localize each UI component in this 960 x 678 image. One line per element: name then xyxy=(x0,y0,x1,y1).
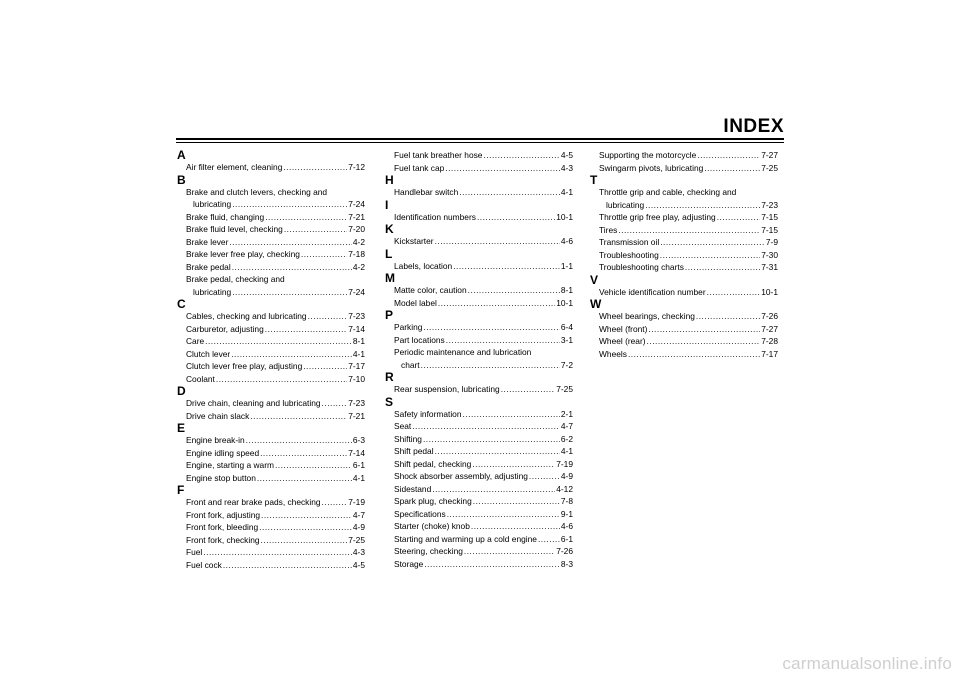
index-entry-page: 7-19 xyxy=(556,458,573,469)
index-entry[interactable] xyxy=(385,420,573,433)
index-letter-heading: E xyxy=(177,421,186,435)
dot-leader xyxy=(501,383,556,396)
index-entry-text: Clutch lever free play, adjusting xyxy=(186,361,303,371)
index-entry-text: Fuel xyxy=(186,547,203,557)
index-entry-page: 1-1 xyxy=(560,260,573,271)
index-letter-heading: B xyxy=(177,172,186,187)
index-entry[interactable] xyxy=(385,162,573,175)
dot-leader xyxy=(438,297,555,310)
page-title: INDEX xyxy=(723,116,784,137)
dot-leader xyxy=(322,397,348,410)
index-entry-page: 8-1 xyxy=(560,285,573,295)
index-entry[interactable] xyxy=(590,211,778,224)
index-letter-heading: H xyxy=(385,173,394,187)
index-entry[interactable] xyxy=(177,472,365,485)
index-entry-text: Labels, location xyxy=(394,260,453,271)
dot-leader xyxy=(284,223,347,236)
index-entry-page: 2-1 xyxy=(560,408,573,419)
dot-leader xyxy=(628,348,760,361)
index-entry-page: 10-1 xyxy=(761,286,778,297)
index-entry-page: 7-23 xyxy=(348,311,365,321)
index-entry-page: 10-1 xyxy=(556,211,573,222)
dot-leader xyxy=(447,508,560,521)
index-entry[interactable] xyxy=(385,186,573,199)
dot-leader xyxy=(463,408,560,421)
index-entry-text: chart xyxy=(401,359,420,370)
index-entry-text: Engine stop button xyxy=(186,472,256,483)
index-entry-page: 6-3 xyxy=(352,435,365,445)
index-entry[interactable] xyxy=(177,521,365,534)
dot-leader xyxy=(261,509,352,522)
index-entry-page: 7-26 xyxy=(556,546,573,556)
index-entry-text: Safety information xyxy=(394,408,462,419)
dot-leader xyxy=(421,359,560,372)
index-entry[interactable] xyxy=(385,149,573,162)
index-letter-heading: V xyxy=(590,272,599,287)
index-entry[interactable] xyxy=(177,223,365,236)
dot-leader xyxy=(261,534,348,547)
index-entry-page: 7-21 xyxy=(348,410,365,421)
index-entry[interactable] xyxy=(385,433,573,446)
index-entry-page: 7-23 xyxy=(348,398,365,408)
index-entry[interactable] xyxy=(385,284,573,297)
index-entry-text: Wheel bearings, checking xyxy=(599,311,695,321)
index-entry[interactable] xyxy=(385,483,573,496)
index-entry-page: 7-27 xyxy=(761,150,778,160)
index-entry-page: 4-9 xyxy=(560,471,573,481)
index-entry[interactable] xyxy=(385,321,573,334)
index-entry[interactable] xyxy=(177,546,365,559)
index-entry-text: lubricating xyxy=(606,199,645,210)
index-entry[interactable] xyxy=(177,459,365,472)
index-entry-text: Throttle grip free play, adjusting xyxy=(599,212,716,222)
index-entry-page: 7-17 xyxy=(761,348,778,359)
index-entry[interactable] xyxy=(385,334,573,347)
dot-leader xyxy=(275,459,352,472)
dot-leader xyxy=(538,533,560,546)
dot-leader xyxy=(445,162,560,175)
index-entry-page: 4-9 xyxy=(352,522,365,532)
dot-leader xyxy=(232,261,352,274)
index-entry-page: 4-5 xyxy=(560,150,573,160)
index-entry-text: Fuel cock xyxy=(186,559,222,570)
dot-leader xyxy=(205,335,352,348)
dot-leader xyxy=(223,559,352,572)
index-entry-text: Shock absorber assembly, adjusting xyxy=(394,471,528,481)
index-entry-page: 7-9 xyxy=(765,237,778,247)
index-entry-text: Front and rear brake pads, checking xyxy=(186,497,321,507)
index-entry[interactable] xyxy=(590,249,778,262)
index-entry-text: Brake fluid, changing xyxy=(186,211,265,222)
dot-leader xyxy=(468,284,560,297)
dot-leader xyxy=(259,521,352,534)
index-entry[interactable] xyxy=(177,211,365,224)
index-entry-page: 7-15 xyxy=(761,212,778,222)
index-entry[interactable] xyxy=(177,335,365,348)
index-entry-text: lubricating xyxy=(193,199,232,209)
index-entry-text: Seat xyxy=(394,421,412,431)
index-entry-text: Engine idling speed xyxy=(186,447,260,458)
index-letter-heading: I xyxy=(385,197,389,212)
dot-leader xyxy=(283,161,347,174)
dot-leader xyxy=(660,236,765,249)
index-entry-text: Matte color, caution xyxy=(394,285,467,295)
dot-leader xyxy=(257,472,352,485)
index-entry[interactable] xyxy=(385,346,573,371)
index-entry-page: 6-4 xyxy=(560,322,573,332)
index-entry-page: 7-30 xyxy=(761,249,778,260)
index-entry[interactable] xyxy=(385,520,573,533)
index-entry-page: 4-3 xyxy=(352,547,365,557)
index-entry-text: Brake fluid level, checking xyxy=(186,224,283,234)
watermark[interactable]: carmanualsonline.info xyxy=(782,654,952,673)
index-entry-page: 7-19 xyxy=(348,497,365,507)
dot-leader xyxy=(717,211,761,224)
index-column-1 xyxy=(177,149,365,571)
index-entry[interactable] xyxy=(177,509,365,522)
index-entry[interactable] xyxy=(385,495,573,508)
index-entry[interactable] xyxy=(590,323,778,336)
index-entry-text: Troubleshooting charts xyxy=(599,262,684,272)
index-entry-text: Troubleshooting xyxy=(599,249,659,260)
index-entry-page: 6-1 xyxy=(560,533,573,544)
index-entry[interactable] xyxy=(590,162,778,175)
index-entry-first-line: Brake pedal, checking and xyxy=(186,274,285,284)
index-entry[interactable] xyxy=(590,335,778,348)
index-entry[interactable] xyxy=(385,445,573,458)
index-entry-page: 7-8 xyxy=(560,496,573,506)
dot-leader xyxy=(648,323,760,336)
dot-leader xyxy=(423,433,560,446)
dot-leader xyxy=(645,199,760,212)
index-entry[interactable] xyxy=(177,447,365,460)
index-entry[interactable] xyxy=(590,286,778,299)
index-entry-page: 4-1 xyxy=(560,187,573,197)
index-entry-page: 7-31 xyxy=(761,262,778,272)
index-entry[interactable] xyxy=(177,161,365,174)
index-entry[interactable] xyxy=(385,297,573,310)
index-entry-page: 4-6 xyxy=(560,521,573,531)
dot-leader xyxy=(685,261,760,274)
index-entry-page: 6-1 xyxy=(352,460,365,470)
dot-leader xyxy=(464,545,555,558)
index-entry-first-line: Brake and clutch levers, checking and xyxy=(186,186,328,197)
index-letter-heading: C xyxy=(177,297,186,311)
dot-leader xyxy=(303,360,347,373)
index-entry-page: 4-5 xyxy=(352,559,365,570)
dot-leader xyxy=(229,236,352,249)
index-entry[interactable] xyxy=(177,261,365,274)
dot-leader xyxy=(260,447,347,460)
index-entry-page: 4-12 xyxy=(556,483,573,494)
index-entry-text: Kickstarter xyxy=(394,236,434,246)
index-entry[interactable] xyxy=(385,260,573,273)
index-letter-heading: K xyxy=(385,222,394,236)
index-entry-page: 7-10 xyxy=(348,373,365,384)
dot-leader xyxy=(435,445,560,458)
index-entry[interactable] xyxy=(177,559,365,572)
index-entry-text: Clutch lever xyxy=(186,348,231,359)
index-entry-text: Tires xyxy=(599,224,618,235)
index-entry-page: 7-27 xyxy=(761,323,778,334)
dot-leader xyxy=(473,495,560,508)
index-entry-page: 8-3 xyxy=(560,558,573,569)
index-entry-text: Shift pedal xyxy=(394,446,434,456)
index-entry-text: Transmission oil xyxy=(599,237,660,247)
index-entry[interactable] xyxy=(177,534,365,547)
index-entry[interactable] xyxy=(385,508,573,521)
dot-leader xyxy=(265,211,347,224)
index-entry[interactable] xyxy=(177,434,365,447)
dot-leader xyxy=(301,248,347,261)
index-entry[interactable] xyxy=(385,545,573,558)
index-entry-page: 7-14 xyxy=(348,323,365,334)
index-entry[interactable] xyxy=(177,397,365,410)
index-entry-text: Storage xyxy=(394,558,424,569)
index-entry-text: Coolant xyxy=(186,373,215,384)
index-entry[interactable] xyxy=(385,533,573,546)
index-entry-text: Engine, starting a warm xyxy=(186,460,274,470)
index-entry[interactable] xyxy=(177,348,365,361)
index-entry-text: Carburetor, adjusting xyxy=(186,323,264,334)
index-entry-text: Rear suspension, lubricating xyxy=(394,384,500,394)
index-entry-text: Swingarm pivots, lubricating xyxy=(599,162,704,173)
dot-leader xyxy=(216,373,347,386)
index-entry-page: 6-2 xyxy=(560,433,573,444)
dot-leader xyxy=(697,149,760,162)
index-entry-text: Vehicle identification number xyxy=(599,286,706,297)
dot-leader xyxy=(435,235,560,248)
index-entry-first-line: Periodic maintenance and lubrication xyxy=(394,347,532,357)
index-entry-page: 7-25 xyxy=(348,534,365,545)
index-letter-heading: P xyxy=(385,308,394,322)
index-letter-heading: D xyxy=(177,384,186,398)
dot-leader xyxy=(704,162,760,175)
index-entry[interactable] xyxy=(385,408,573,421)
index-entry-text: Fuel tank cap xyxy=(394,162,445,173)
index-entry-page: 7-12 xyxy=(348,162,365,172)
index-entry[interactable] xyxy=(385,458,573,471)
index-entry[interactable] xyxy=(385,235,573,248)
index-entry-page: 10-1 xyxy=(556,297,573,308)
index-letter-heading: F xyxy=(177,483,185,497)
index-entry[interactable] xyxy=(590,348,778,361)
index-entry-page: 7-14 xyxy=(348,447,365,458)
index-entry-text: Wheels xyxy=(599,348,627,359)
dot-leader xyxy=(483,149,559,162)
index-entry[interactable] xyxy=(590,149,778,162)
dot-leader xyxy=(471,520,560,533)
header-rule-thin xyxy=(176,142,784,143)
index-letter-heading: T xyxy=(590,173,598,187)
index-column-2 xyxy=(385,149,573,570)
index-entry-page: 7-17 xyxy=(348,361,365,371)
index-entry[interactable] xyxy=(590,224,778,237)
index-entry[interactable] xyxy=(177,360,365,373)
index-entry[interactable] xyxy=(177,373,365,386)
index-entry-text: lubricating xyxy=(193,286,232,297)
dot-leader xyxy=(250,410,347,423)
dot-leader xyxy=(618,224,760,237)
index-entry-text: Brake lever free play, checking xyxy=(186,249,300,259)
index-letter-heading: W xyxy=(590,297,602,311)
index-entry-page: 7-23 xyxy=(761,199,778,210)
index-entry-page: 4-6 xyxy=(560,236,573,246)
index-entry-text: Shift pedal, checking xyxy=(394,458,472,469)
index-entry-page: 9-1 xyxy=(560,508,573,519)
index-entry[interactable] xyxy=(177,410,365,423)
header-rule-thick xyxy=(176,138,784,140)
index-entry-text: Engine break-in xyxy=(186,435,245,445)
index-letter-heading: L xyxy=(385,246,393,261)
index-entry-page: 8-1 xyxy=(352,336,365,346)
dot-leader xyxy=(246,434,352,447)
index-entry-text: Wheel (rear) xyxy=(599,336,646,346)
index-entry-page: 7-20 xyxy=(348,224,365,234)
index-entry-text: Supporting the motorcycle xyxy=(599,150,697,160)
dot-leader xyxy=(459,186,560,199)
index-entry-text: Front fork, bleeding xyxy=(186,522,259,532)
index-entry-text: Brake lever xyxy=(186,236,229,247)
index-entry-page: 7-24 xyxy=(348,286,365,297)
index-entry[interactable] xyxy=(590,186,778,211)
index-entry-text: Drive chain, cleaning and lubricating xyxy=(186,398,321,408)
dot-leader xyxy=(308,310,348,323)
index-letter-heading: A xyxy=(177,148,186,162)
index-entry-page: 7-28 xyxy=(761,336,778,346)
index-entry-page: 7-25 xyxy=(761,162,778,173)
index-entry-page: 3-1 xyxy=(560,334,573,345)
index-entry[interactable] xyxy=(177,273,365,298)
dot-leader xyxy=(477,211,555,224)
index-entry-page: 7-21 xyxy=(348,211,365,222)
index-entry-text: Model label xyxy=(394,297,437,308)
index-entry-text: Identification numbers xyxy=(394,211,476,222)
index-entry-page: 4-2 xyxy=(352,236,365,247)
dot-leader xyxy=(423,321,559,334)
index-entry-text: Shifting xyxy=(394,433,422,444)
index-entry-text: Specifications xyxy=(394,508,446,519)
index-entry-page: 4-1 xyxy=(352,348,365,359)
dot-leader xyxy=(203,546,352,559)
index-entry[interactable] xyxy=(177,248,365,261)
index-entry-page: 7-26 xyxy=(761,311,778,321)
index-entry-page: 4-7 xyxy=(352,509,365,520)
index-entry-page: 7-25 xyxy=(556,384,573,394)
dot-leader xyxy=(529,470,560,483)
index-entry-text: Drive chain slack xyxy=(186,410,250,421)
index-entry[interactable] xyxy=(590,261,778,274)
index-entry-page: 7-15 xyxy=(761,224,778,235)
dot-leader xyxy=(446,334,560,347)
index-entry-text: Part locations xyxy=(394,334,445,345)
index-entry-text: Wheel (front) xyxy=(599,323,648,334)
dot-leader xyxy=(660,249,760,262)
dot-leader xyxy=(231,348,352,361)
dot-leader xyxy=(707,286,761,299)
index-entry[interactable] xyxy=(385,470,573,483)
index-entry[interactable] xyxy=(177,186,365,211)
index-entry-page: 4-3 xyxy=(560,162,573,173)
index-entry-text: Front fork, checking xyxy=(186,534,260,545)
index-entry-text: Parking xyxy=(394,322,423,332)
index-entry-text: Brake pedal xyxy=(186,261,231,272)
index-entry[interactable] xyxy=(177,496,365,509)
index-entry-text: Care xyxy=(186,336,205,346)
index-letter-heading: R xyxy=(385,370,394,384)
index-entry-page: 4-2 xyxy=(352,261,365,272)
index-entry-text: Starting and warming up a cold engine xyxy=(394,533,537,544)
index-entry-first-line: Throttle grip and cable, checking and xyxy=(599,187,737,197)
index-entry-page: 7-2 xyxy=(560,359,573,370)
index-entry-page: 7-18 xyxy=(348,249,365,259)
dot-leader xyxy=(322,496,348,509)
dot-leader xyxy=(232,198,347,211)
index-entry-text: Air filter element, cleaning xyxy=(186,162,283,172)
dot-leader xyxy=(647,335,761,348)
index-entry-text: Steering, checking xyxy=(394,546,463,556)
dot-leader xyxy=(424,558,560,571)
index-letter-heading: S xyxy=(385,394,394,409)
index-entry[interactable] xyxy=(385,383,573,396)
dot-leader xyxy=(265,323,347,336)
index-entry-page: 7-24 xyxy=(348,199,365,209)
index-entry[interactable] xyxy=(177,236,365,249)
index-entry[interactable] xyxy=(590,236,778,249)
index-letter-heading: M xyxy=(385,271,395,285)
index-entry-page: 4-7 xyxy=(560,421,573,431)
index-entry-page: 4-1 xyxy=(352,472,365,483)
dot-leader xyxy=(412,420,560,433)
dot-leader xyxy=(432,483,555,496)
index-entry[interactable] xyxy=(590,310,778,323)
index-entry[interactable] xyxy=(177,310,365,323)
index-entry-page: 4-1 xyxy=(560,446,573,456)
dot-leader xyxy=(453,260,560,273)
index-entry-text: Fuel tank breather hose xyxy=(394,150,483,160)
index-entry[interactable] xyxy=(177,323,365,336)
index-entry-text: Handlebar switch xyxy=(394,187,459,197)
dot-leader xyxy=(232,286,347,299)
dot-leader xyxy=(696,310,760,323)
index-entry-text: Cables, checking and lubricating xyxy=(186,311,307,321)
index-column-3 xyxy=(590,149,778,360)
index-entry-text: Starter (choke) knob xyxy=(394,521,470,531)
dot-leader xyxy=(472,458,555,471)
index-entry[interactable] xyxy=(385,558,573,571)
index-entry-text: Front fork, adjusting xyxy=(186,509,261,520)
index-entry[interactable] xyxy=(385,211,573,224)
index-entry-text: Sidestand xyxy=(394,483,432,494)
index-entry-text: Spark plug, checking xyxy=(394,496,472,506)
